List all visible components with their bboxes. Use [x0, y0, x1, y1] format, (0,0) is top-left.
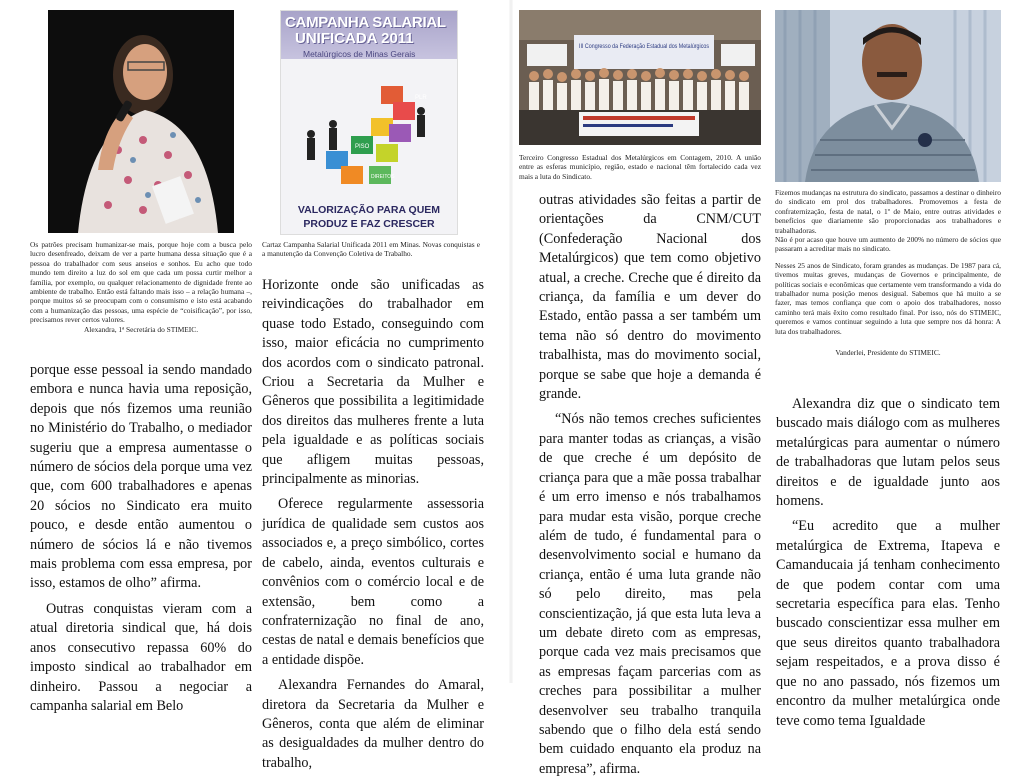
poster-block-label: PISO — [355, 144, 370, 150]
column-1-paragraph: Outras conquistas vieram com a atual diretoria sindical que, há dois anos consecutivo repassa 60% do imposto sindical ao trabalhador em dinheiro. Passou a negociar a campanha salarial em Belo — [30, 600, 252, 714]
poster-footer-2: PRODUZ E FAZ CRESCER — [303, 218, 435, 230]
column-4-paragraph: Alexandra diz que o sindicato tem buscado mais diálogo com as mulheres metalúrgicas para aumentar o número de trabalhadoras que lutam pelos seus direitos e de igualdade junto aos homens. — [776, 396, 1000, 510]
column-2-paragraph: Alexandra Fernandes do Amaral, diretora da Secretaria da Mulher e Gêneros, conta que além de eliminar as desigualdades da mulher dentro do trabalho, — [262, 677, 484, 771]
alexandra-illustration — [48, 10, 234, 233]
alexandra-caption-text: Os patrões precisam humanizar-se mais, porque hoje com a busca pelo lucro desenfreado, deixam de ver a parte humana dessa situação que é a pessoa do trabalhador com seus anseios e sonhos. Eu acho que todo mundo tem direito a luz do sol em que cada um possa curtir melhor a família, por exemplo, ou qualquer relacionamento de dignidade frente ao ambiente de trabalho. Então está faltando mais isso – a relação humana –, porque muitos só se preocupam com o consumismo e isto está acabando com a humanização das pessoas, uma espécie de “coisificação”, por isso, precisamos rever certos valores. — [30, 240, 252, 325]
poster-footer-1: VALORIZAÇÃO PARA QUEM — [297, 204, 441, 216]
column-1-paragraph: porque esse pessoal ia sendo mandado embora e nunca havia uma reposição, depois que nós fizemos uma reunião no Ministério do Trabalho, o mediador sugeriu que a empresa aumentasse o número de sócios dela porque uma vez que, com 600 trabalhadores e apenas 20 sócios no Sindicato era muito pouco, e desde então aumentou o número de sócios lá e não tivemos mais problema com essa empresa, por isso, estamos de olho” afirma. — [30, 362, 252, 592]
body-column-1 — [30, 361, 252, 716]
vanderlei-caption-p1: Fizemos mudanças na estrutura do sindicato, passamos a destinar o dinheiro do sindicato em prol dos trabalhadores. Promovemos a festa de confraternização, festa de natal, o 1º de Maio, entre outras atividades e benefícios que diariamente são proporcionadas aos trabalhadores e trabalhadoras. — [775, 188, 1001, 235]
congress-photo — [519, 10, 761, 145]
vanderlei-caption-p3: Nesses 25 anos de Sindicato, foram grandes as mudanças. De 1987 para cá, tivemos muitas greves, mudanças de Governos e principalmente, de políticas sociais e econômicas que certamente vem transformando a vida do trabalhador numa posição menos desigual. Sabemos que há muito a se fazer, mas temos confiança que com o apoio dos trabalhadores, nosso caminho terá mais êxito como resultado final. Por isso, nós do STIMEIC, queremos e vamos continuar seguindo a luta que sempre nos dá honra: A luta dos trabalhadores. — [775, 260, 1001, 336]
alexandra-photo — [48, 10, 234, 233]
vanderlei-illustration — [775, 10, 1001, 182]
congress-illustration — [519, 10, 761, 145]
vanderlei-caption-p2: Não é por acaso que houve um aumento de 200% no número de sócios que passaram a acreditar mais no sindicato. — [775, 235, 1001, 254]
congress-caption — [519, 153, 761, 181]
alexandra-caption-credit: Alexandra, 1ª Secretária do STIMEIC. — [83, 324, 199, 334]
campaign-poster — [280, 10, 458, 235]
poster-title-2: UNIFICADA 2011 — [295, 30, 414, 47]
poster-block-label: DIREITOS — [371, 174, 395, 180]
congress-banner: III Congresso da Federação Estadual dos Metalúrgicos — [579, 44, 709, 50]
poster-caption — [262, 240, 480, 259]
body-column-4 — [776, 395, 1000, 731]
vanderlei-caption — [775, 188, 1001, 358]
poster-caption-text: Cartaz Campanha Salarial Unificada 2011 em Minas. Novas conquistas e a manutenção da Convenção Coletiva de Trabalho. — [262, 240, 480, 259]
body-column-3 — [539, 191, 761, 779]
column-3-paragraph: “Nós não temos creches suficientes para manter todas as crianças, a visão de que creche é um depósito de criança para que a mãe possa trabalhar é um erro imenso e nós trabalhamos para mudar esta visão, porque creche além de tudo, é fundamental para o desenvolvimento social e humano da criança, então é uma luta grande não só pelo direito, mas pela conscientização, já que esta luta leva a um debate direto com as empresas, porque cada vez mais precisamos que as empresas façam parcerias com as creches para possibilitar a mulher desenvolver seu trabalho tranquila sabendo que o filho dela está sendo bem cuidado enquanto ela produz na empresa”, afirma. — [539, 411, 761, 777]
page-gutter — [509, 0, 513, 683]
column-4-paragraph: “Eu acredito que a mulher metalúrgica de Extrema, Itapeva e Camanducaia já tenham conhecimento de que podem contar com uma secretaria específica para elas. Tenho buscado conscientizar essa mulher em que seus direitos quanto trabalhadora sejam respeitados, e a prova disso é que no ano passado, nós fizemos um encontro da mulher metalúrgica onde teve como tema Igualdade — [776, 518, 1000, 729]
poster-blocks-graphic — [281, 66, 457, 201]
vanderlei-caption-credit: Vanderlei, Presidente do STIMEIC. — [835, 348, 941, 358]
column-3-paragraph: outras atividades são feitas a partir de orientações da CNM/CUT (Confederação Nacional dos Metalúrgicos) que tem como objetivo atual, a creche. Creche que é direito da criança, da família e um dever do Estado, então passa a ser também um tema não só dentro do movimento trabalhista, mas do movimento social, porque se sabe que hoje a demanda é grande. — [539, 192, 761, 403]
vanderlei-photo — [775, 10, 1001, 182]
column-2-paragraph: Oferece regularmente assessoria jurídica de qualidade sem custos aos associados e, a preço simbólico, cortes de cabelo, ainda, eventos culturais e convênios com o comércio local e de extensão, bem como a confraternização no final de ano, cestas de natal e demais benefícios que a entidade dispõe. — [262, 496, 484, 668]
column-2-paragraph: Horizonte onde são unificadas as reivindicações do trabalhador em quase todo Estado, conseguindo com isso, maior eficácia no cumprimento dos acordos com o sindicato patronal. Criou a Secretaria da Mulher e Gêneros que possibilita a legitimidade dos direitos das mulheres frente a luta pela igualdade e as políticas sociais que afligem muitas pessoas, principalmente as minorias. — [262, 277, 484, 488]
poster-title-1: CAMPANHA SALARIAL — [285, 14, 446, 31]
body-column-2 — [262, 276, 484, 773]
poster-subtitle: Metalúrgicos de Minas Gerais — [303, 49, 416, 59]
poster-block-label: PLR — [415, 95, 427, 101]
alexandra-caption — [30, 240, 252, 334]
congress-caption-text: Terceiro Congresso Estadual dos Metalúrgicos em Contagem, 2010. A união entre as esferas município, região, estado e nacional têm fortalecido cada vez mais a luta do Sindicato. — [519, 153, 761, 181]
